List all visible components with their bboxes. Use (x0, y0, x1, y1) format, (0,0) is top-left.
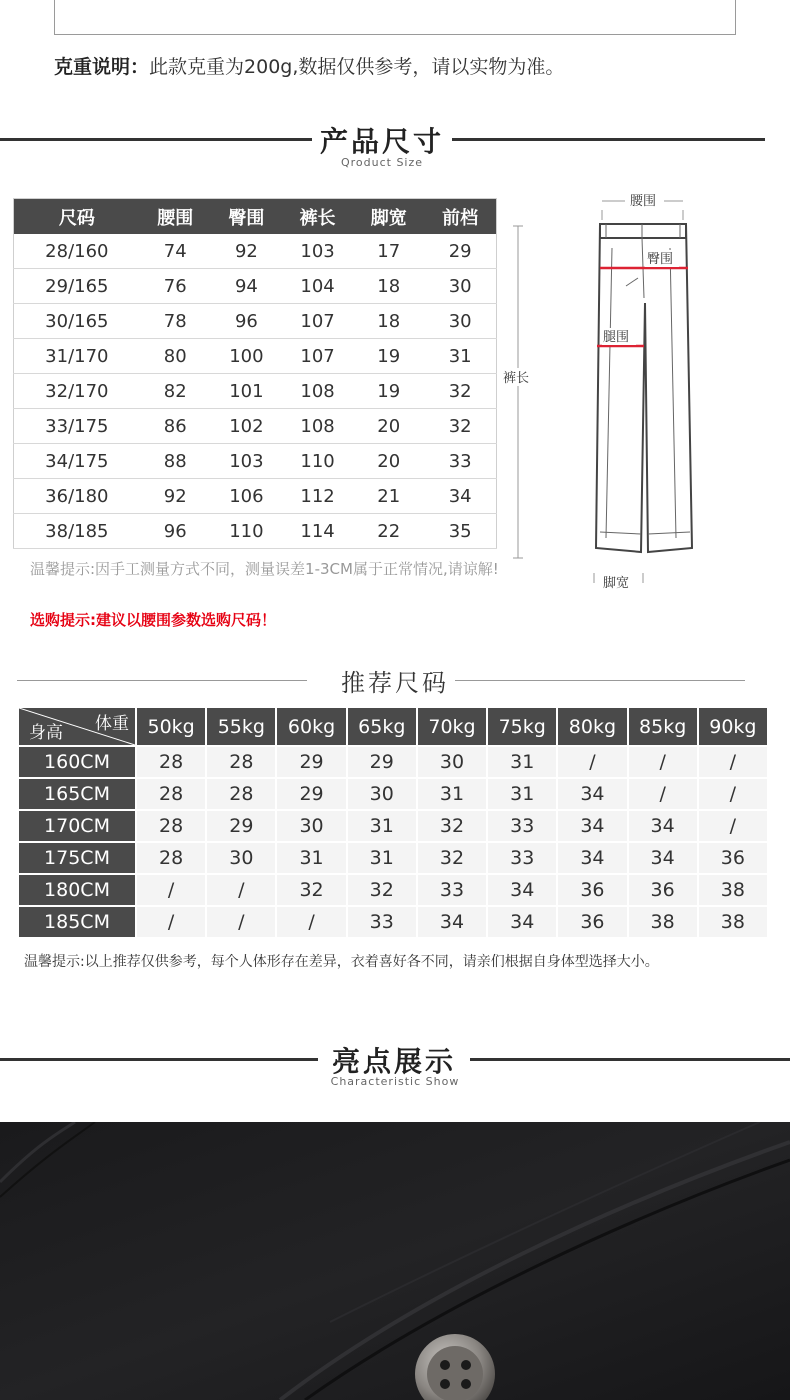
rec-size-cell: 31 (348, 811, 416, 841)
size-col-header: 臀围 (211, 199, 282, 235)
size-section-title: 产品尺寸 (319, 125, 444, 158)
weight-col-header: 70kg (418, 708, 486, 745)
rec-size-cell: / (699, 779, 767, 809)
size-cell: 108 (282, 409, 353, 444)
weight-col-header: 90kg (699, 708, 767, 745)
weight-note-label: 克重说明： (54, 56, 150, 78)
rec-size-cell: 36 (558, 907, 626, 937)
size-cell: 101 (211, 374, 282, 409)
rec-size-cell: / (207, 875, 275, 905)
height-row-header: 175CM (19, 843, 135, 873)
size-cell: 33/175 (14, 409, 140, 444)
size-cell: 82 (140, 374, 211, 409)
rec-table-header (19, 708, 767, 745)
weight-col-header: 55kg (207, 708, 275, 745)
diagram-label-waist: 腰围 (630, 194, 657, 209)
size-cell: 96 (140, 514, 211, 549)
rec-size-cell: 28 (207, 747, 275, 777)
rec-size-cell: 28 (137, 747, 205, 777)
rec-size-cell: 31 (348, 843, 416, 873)
size-cell: 92 (211, 234, 282, 269)
rec-size-cell: 34 (558, 811, 626, 841)
pants-diagram (500, 188, 700, 598)
size-cell: 20 (353, 409, 424, 444)
rec-size-cell: 32 (418, 843, 486, 873)
purchase-tip: 选购提示:建议以腰围参数选购尺码！ (30, 611, 277, 629)
size-cell: 30 (424, 304, 496, 339)
rec-tip: 温馨提示:以上推荐仅供参考，每个人体形存在差异，衣着喜好各不同，请亲们根据自身体型选择大小。 (24, 954, 659, 970)
weight-col-header: 65kg (348, 708, 416, 745)
rec-size-cell: 38 (699, 875, 767, 905)
size-cell: 76 (140, 269, 211, 304)
rec-size-cell: 34 (488, 875, 556, 905)
rec-size-cell: 36 (558, 875, 626, 905)
corner-height-label: 身高 (29, 723, 63, 743)
size-cell: 100 (211, 339, 282, 374)
size-cell: 108 (282, 374, 353, 409)
rec-size-cell: 28 (137, 843, 205, 873)
table-row (14, 269, 497, 304)
rec-corner-cell (19, 708, 135, 745)
corner-weight-label: 体重 (95, 714, 129, 734)
size-cell: 103 (282, 234, 353, 269)
rec-size-cell: / (699, 747, 767, 777)
rec-size-cell: 38 (699, 907, 767, 937)
size-cell: 19 (353, 374, 424, 409)
size-cell: 107 (282, 339, 353, 374)
section-divider-right (452, 138, 765, 141)
size-cell: 32 (424, 409, 496, 444)
weight-col-header: 50kg (137, 708, 205, 745)
rec-size-cell: 33 (418, 875, 486, 905)
rec-size-cell: / (137, 907, 205, 937)
size-cell: 110 (211, 514, 282, 549)
size-cell: 31 (424, 339, 496, 374)
table-row (19, 875, 767, 905)
size-cell: 32 (424, 374, 496, 409)
size-cell: 74 (140, 234, 211, 269)
diagram-label-hip: 臀围 (647, 252, 674, 267)
size-cell: 92 (140, 479, 211, 514)
height-row-header: 160CM (19, 747, 135, 777)
rec-size-cell: 33 (488, 843, 556, 873)
rec-size-cell: 29 (277, 747, 345, 777)
rec-size-cell: 33 (488, 811, 556, 841)
rec-size-cell: 30 (418, 747, 486, 777)
rec-size-cell: 34 (488, 907, 556, 937)
rec-section-title: 推荐尺码 (341, 669, 449, 697)
size-cell: 18 (353, 269, 424, 304)
size-cell: 112 (282, 479, 353, 514)
size-cell: 33 (424, 444, 496, 479)
table-row (14, 339, 497, 374)
rec-size-cell: 31 (488, 779, 556, 809)
weight-col-header: 75kg (488, 708, 556, 745)
size-col-header: 前档 (424, 199, 496, 235)
size-section-subtitle: Qroduct Size (340, 156, 424, 169)
rec-size-cell: 29 (207, 811, 275, 841)
rec-size-cell: 34 (629, 811, 697, 841)
rec-size-cell: 32 (418, 811, 486, 841)
highlight-divider-right (470, 1058, 790, 1061)
table-row (14, 409, 497, 444)
height-row-header: 165CM (19, 779, 135, 809)
rec-size-cell: / (558, 747, 626, 777)
size-cell: 88 (140, 444, 211, 479)
highlight-section-subtitle: Characteristic Show (330, 1075, 460, 1088)
rec-size-cell: 32 (277, 875, 345, 905)
size-cell: 78 (140, 304, 211, 339)
height-row-header: 170CM (19, 811, 135, 841)
size-table-header (14, 199, 497, 235)
top-frame (54, 0, 736, 35)
table-row (14, 374, 497, 409)
table-row (14, 444, 497, 479)
rec-size-cell: 29 (348, 747, 416, 777)
size-cell: 107 (282, 304, 353, 339)
size-cell: 32/170 (14, 374, 140, 409)
size-cell: 29/165 (14, 269, 140, 304)
size-cell: 80 (140, 339, 211, 374)
rec-size-cell: 33 (348, 907, 416, 937)
height-row-header: 180CM (19, 875, 135, 905)
size-col-header: 裤长 (282, 199, 353, 235)
weight-col-header: 85kg (629, 708, 697, 745)
table-row (14, 479, 497, 514)
table-row (14, 304, 497, 339)
weight-col-header: 80kg (558, 708, 626, 745)
size-cell: 28/160 (14, 234, 140, 269)
rec-size-cell: 28 (137, 811, 205, 841)
size-cell: 103 (211, 444, 282, 479)
weight-col-header: 60kg (277, 708, 345, 745)
size-cell: 31/170 (14, 339, 140, 374)
rec-size-cell: / (629, 779, 697, 809)
rec-size-cell: 29 (277, 779, 345, 809)
rec-size-cell: 30 (348, 779, 416, 809)
table-row (14, 234, 497, 269)
size-cell: 86 (140, 409, 211, 444)
warm-tip: 温馨提示:因手工测量方式不同，测量误差1-3CM属于正常情况,请谅解! (30, 560, 499, 578)
size-cell: 20 (353, 444, 424, 479)
table-row (19, 907, 767, 937)
rec-size-cell: 31 (418, 779, 486, 809)
rec-size-cell: / (629, 747, 697, 777)
rec-size-cell: 38 (629, 907, 697, 937)
rec-size-cell: 34 (558, 843, 626, 873)
size-cell: 22 (353, 514, 424, 549)
table-row (19, 779, 767, 809)
rec-size-cell: / (277, 907, 345, 937)
size-cell: 30/165 (14, 304, 140, 339)
fabric-closeup-image (0, 1122, 790, 1400)
size-cell: 96 (211, 304, 282, 339)
highlight-divider-left (0, 1058, 318, 1061)
rec-size-cell: 31 (277, 843, 345, 873)
rec-size-cell: 34 (629, 843, 697, 873)
rec-size-cell: 36 (629, 875, 697, 905)
height-row-header: 185CM (19, 907, 135, 937)
size-cell: 17 (353, 234, 424, 269)
size-col-header: 腰围 (140, 199, 211, 235)
size-table (13, 198, 497, 549)
size-cell: 102 (211, 409, 282, 444)
weight-note (54, 52, 564, 79)
size-cell: 36/180 (14, 479, 140, 514)
rec-size-cell: / (699, 811, 767, 841)
highlight-section-title: 亮点展示 (331, 1045, 456, 1078)
size-col-header: 尺码 (14, 199, 140, 235)
size-cell: 35 (424, 514, 496, 549)
rec-size-cell: 34 (418, 907, 486, 937)
rec-size-cell: 30 (207, 843, 275, 873)
diagram-label-hem: 脚宽 (603, 576, 630, 591)
rec-size-cell: 30 (277, 811, 345, 841)
size-cell: 38/185 (14, 514, 140, 549)
rec-size-cell: / (207, 907, 275, 937)
size-cell: 34 (424, 479, 496, 514)
size-cell: 110 (282, 444, 353, 479)
size-cell: 19 (353, 339, 424, 374)
rec-size-cell: / (137, 875, 205, 905)
rec-size-cell: 28 (137, 779, 205, 809)
size-cell: 94 (211, 269, 282, 304)
size-cell: 114 (282, 514, 353, 549)
table-row (19, 747, 767, 777)
rec-size-cell: 34 (558, 779, 626, 809)
table-row (14, 514, 497, 549)
diagram-label-length: 裤长 (503, 371, 530, 386)
rec-size-cell: 32 (348, 875, 416, 905)
size-cell: 21 (353, 479, 424, 514)
size-cell: 30 (424, 269, 496, 304)
weight-note-text: 此款克重为200g,数据仅供参考，请以实物为准。 (149, 56, 565, 78)
size-cell: 104 (282, 269, 353, 304)
size-cell: 29 (424, 234, 496, 269)
size-col-header: 脚宽 (353, 199, 424, 235)
rec-size-cell: 31 (488, 747, 556, 777)
size-cell: 34/175 (14, 444, 140, 479)
rec-size-cell: 36 (699, 843, 767, 873)
size-cell: 106 (211, 479, 282, 514)
table-row (19, 811, 767, 841)
rec-size-cell: 28 (207, 779, 275, 809)
size-cell: 18 (353, 304, 424, 339)
section-divider-left (0, 138, 312, 141)
rec-table (17, 706, 769, 939)
table-row (19, 843, 767, 873)
diagram-label-thigh: 腿围 (603, 330, 630, 345)
